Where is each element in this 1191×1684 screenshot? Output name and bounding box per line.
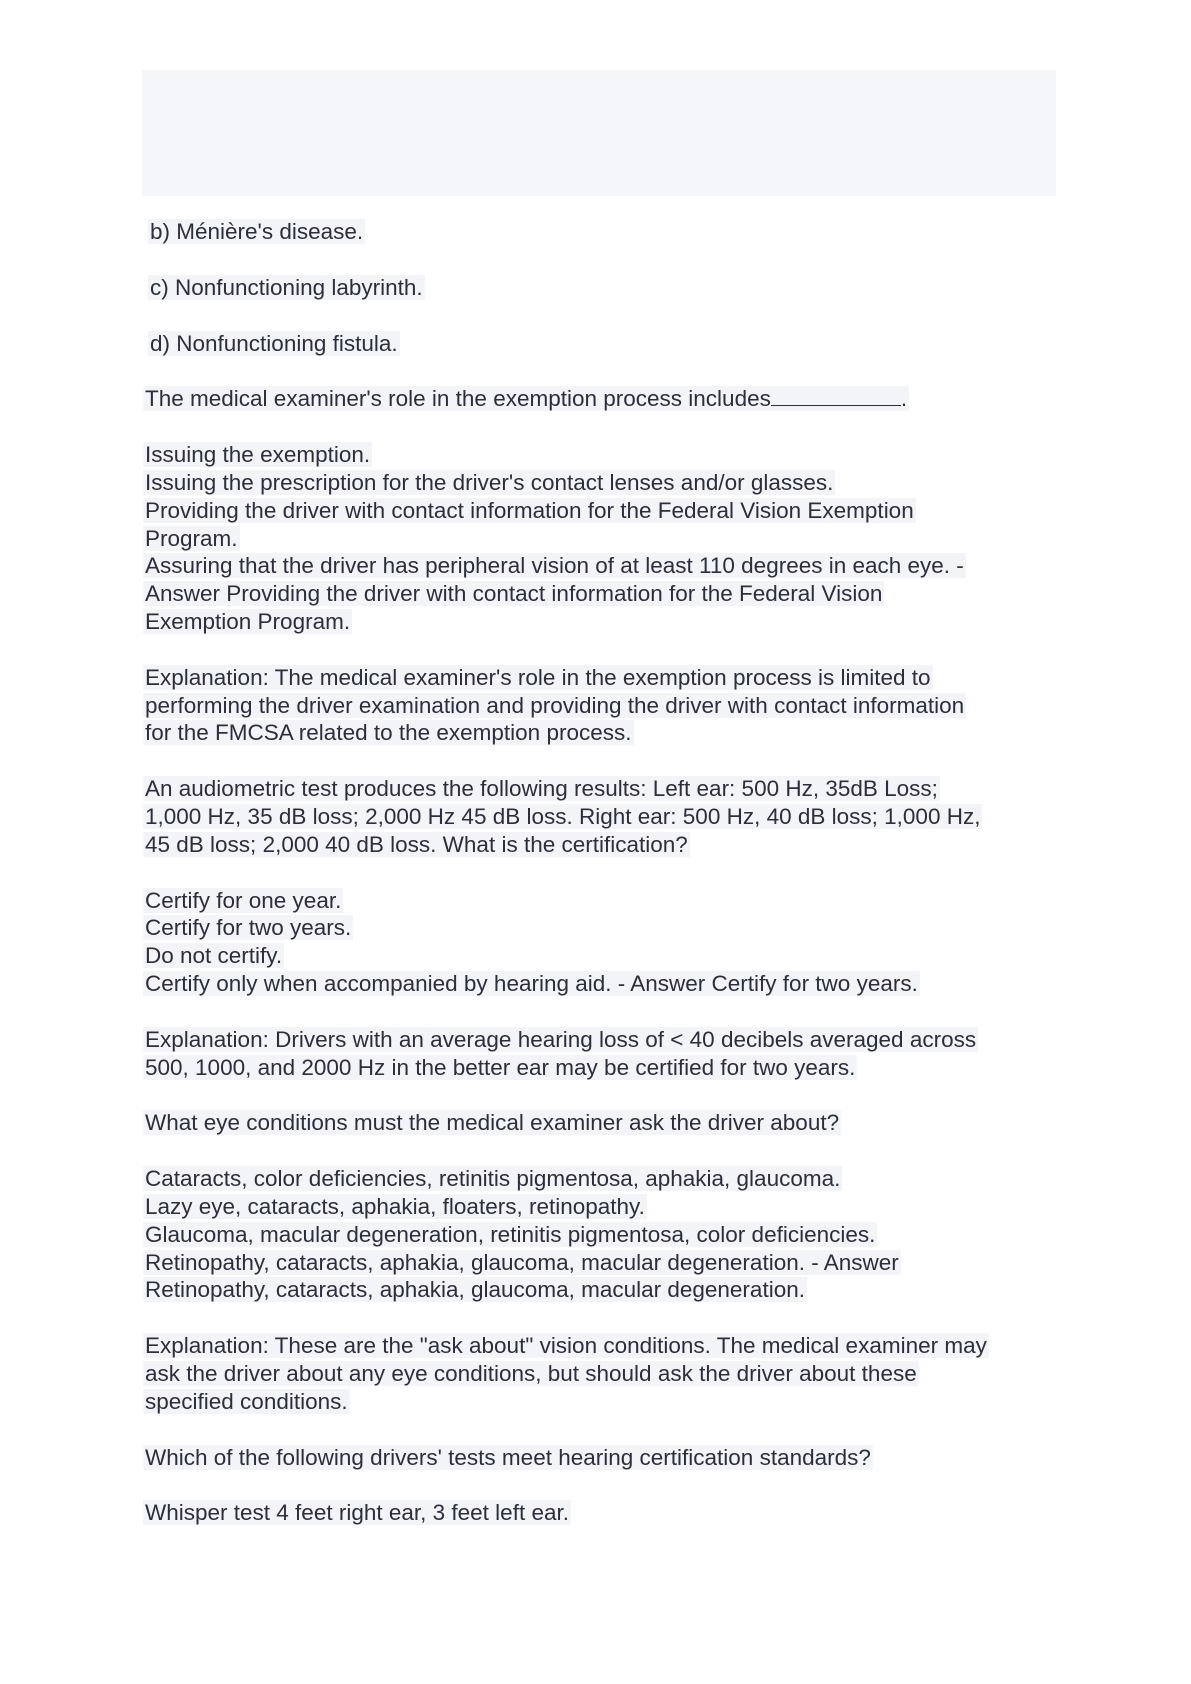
answer-line: Exemption Program. [145,608,351,634]
q3-explanation [145,1332,1065,1415]
q3-options [145,1165,1065,1304]
explanation-line: Explanation: These are the "ask about" vision conditions. The medical examiner may [145,1333,987,1359]
question-line: 45 dB loss; 2,000 40 dB loss. What is the certification? [145,831,688,857]
answer-blank [771,385,901,406]
option-line: Do not certify. [145,943,283,969]
prev-option-b [145,218,1065,246]
option-line: Glaucoma, macular degeneration, retinitis pigmentosa, color deficiencies. [145,1221,876,1247]
explanation-line: performing the driver examination and providing the driver with contact information [145,692,965,718]
q1-explanation [145,664,1065,747]
option-line: Assuring that the driver has peripheral vision of at least 110 degrees in each eye. - [145,553,964,579]
question-text: The medical examiner's role in the exemption process includes [145,386,771,412]
q4-question [145,1444,1065,1472]
option-line: Retinopathy, cataracts, aphakia, glaucoma, macular degeneration. - Answer [145,1249,899,1275]
q3-question [145,1109,1065,1137]
option-text: b) Ménière's disease. [150,219,364,244]
explanation-line: for the FMCSA related to the exemption process. [145,720,632,746]
option-line: Issuing the exemption. [145,442,371,468]
option-line: Lazy eye, cataracts, aphakia, floaters, retinopathy. [145,1193,645,1219]
q2-explanation [145,1026,1065,1082]
document-body [145,218,1065,1555]
header-band [142,70,1056,196]
q2-options [145,887,1065,998]
explanation-line: specified conditions. [145,1388,348,1414]
q4-options [145,1499,1065,1527]
question-suffix: . [900,386,908,412]
explanation-line: Explanation: The medical examiner's role in the exemption process is limited to [145,664,931,690]
option-text: c) Nonfunctioning labyrinth. [150,274,423,300]
option-line: Cataracts, color deficiencies, retinitis pigmentosa, aphakia, glaucoma. [145,1166,841,1192]
q1-options [145,441,1065,636]
explanation-line: ask the driver about any eye conditions, but should ask the driver about these [145,1360,917,1386]
question-line: An audiometric test produces the following results: Left ear: 500 Hz, 35dB Loss; [145,776,938,802]
prev-option-c [145,274,1065,302]
explanation-line: Explanation: Drivers with an average hearing loss of < 40 decibels averaged across [145,1026,977,1052]
answer-line: Answer Providing the driver with contact information for the Federal Vision [145,581,883,607]
q1-question [145,385,1065,413]
option-line: Certify for one year. [145,887,342,913]
question-line: 1,000 Hz, 35 dB loss; 2,000 Hz 45 dB loss. Right ear: 500 Hz, 40 dB loss; 1,000 Hz, [145,803,981,829]
explanation-line: 500, 1000, and 2000 Hz in the better ear may be certified for two years. [145,1054,856,1080]
option-line: Providing the driver with contact information for the Federal Vision Exemption [145,497,914,523]
option-line: Certify for two years. [145,915,352,941]
option-line: Program. [145,525,238,551]
question-text: What eye conditions must the medical examiner ask the driver about? [145,1110,840,1136]
question-text: Which of the following drivers' tests meet hearing certification standards? [145,1444,871,1470]
q2-question [145,775,1065,858]
answer-line: Certify only when accompanied by hearing aid. - Answer Certify for two years. [145,970,918,996]
answer-line: Retinopathy, cataracts, aphakia, glaucoma, macular degeneration. [145,1277,805,1303]
option-text: d) Nonfunctioning fistula. [150,330,398,356]
prev-option-d [145,330,1065,358]
option-line: Whisper test 4 feet right ear, 3 feet left ear. [145,1500,569,1526]
option-line: Issuing the prescription for the driver's contact lenses and/or glasses. [145,469,834,495]
